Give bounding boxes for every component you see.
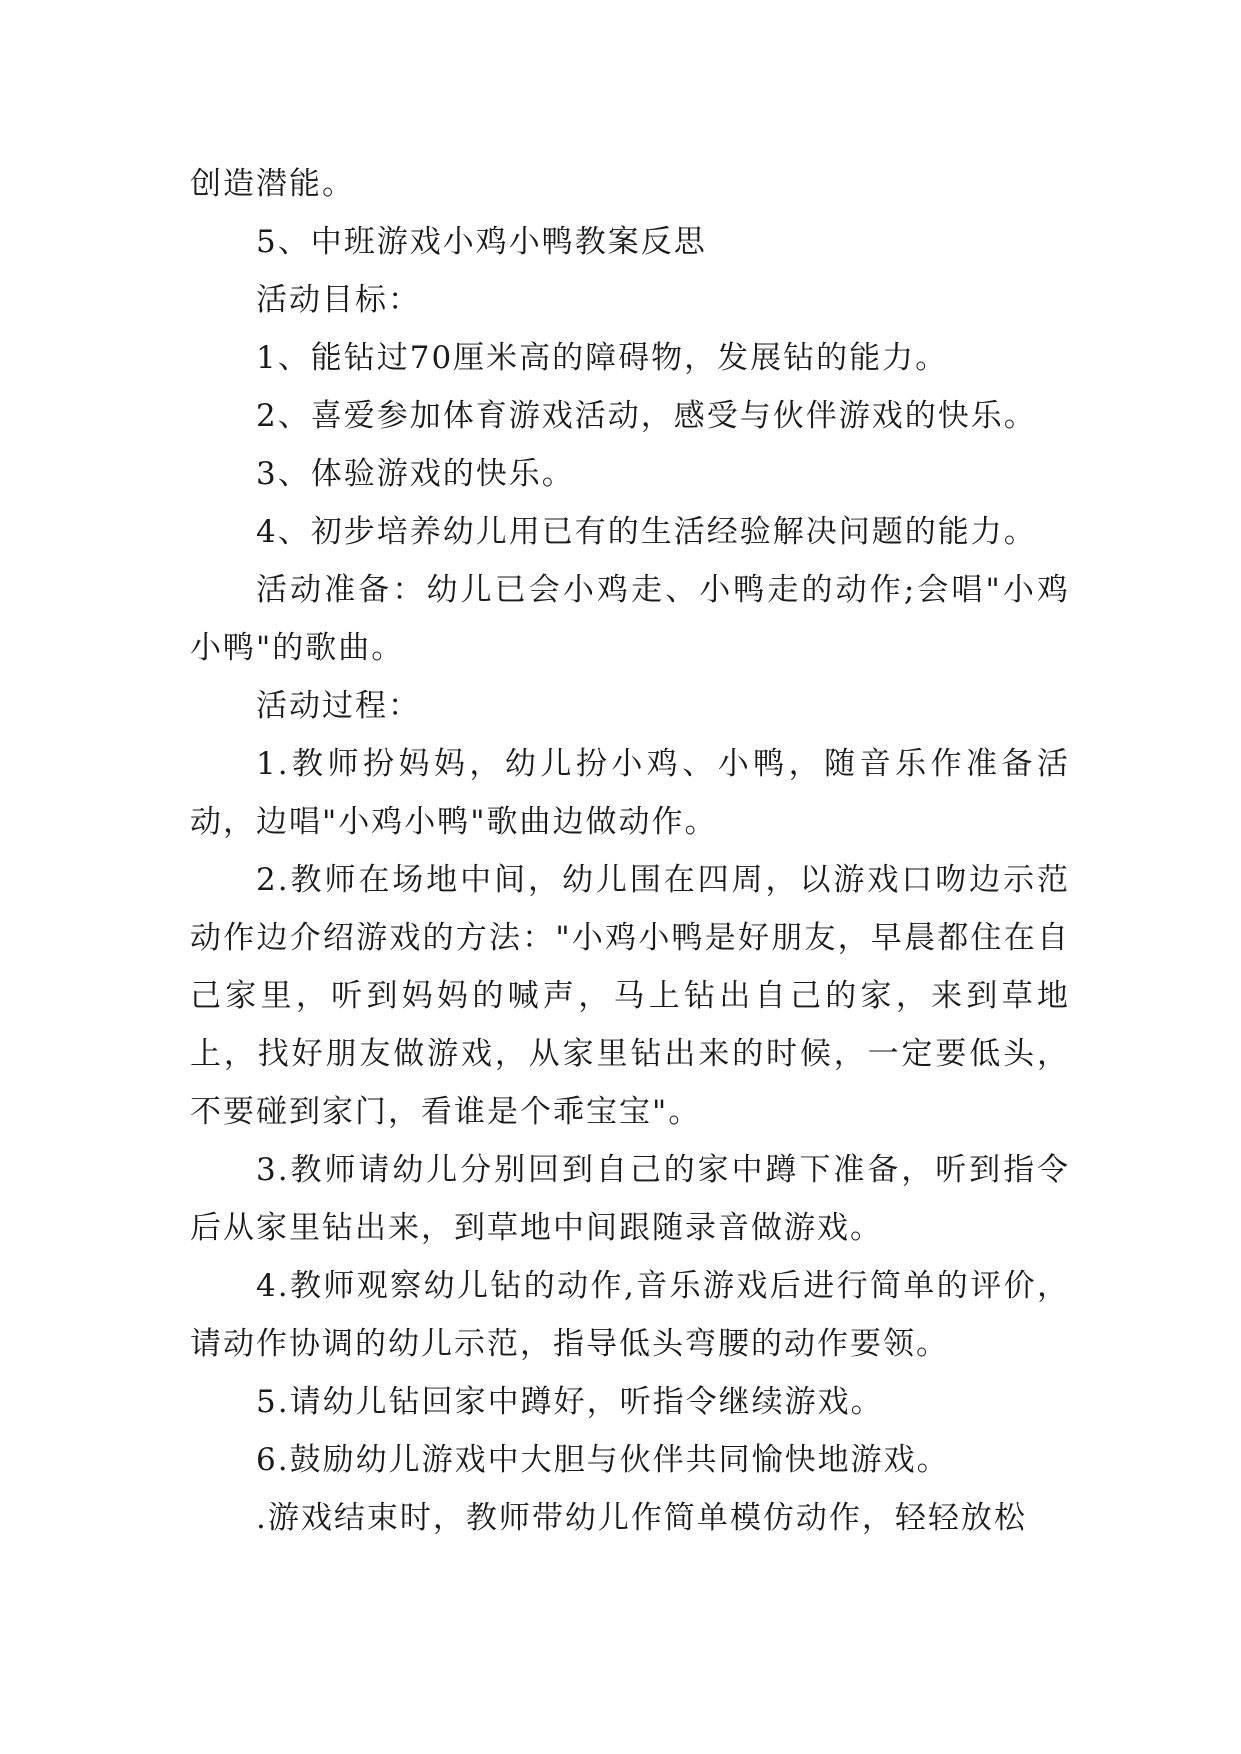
heading-activity-goals: 活动目标： (256, 282, 421, 318)
heading-activity-process: 活动过程： (256, 688, 421, 724)
process-step-3: 3.教师请幼儿分别回到自己的家中蹲下准备，听到指令后从家里钻出来，到草地中间跟随录音做游戏。 (190, 1152, 1070, 1246)
goal-item-4: 4、初步培养幼儿用已有的生活经验解决问题的能力。 (256, 514, 1037, 550)
goal-item-2: 2、喜爱参加体育游戏活动，感受与伙伴游戏的快乐。 (256, 398, 1037, 434)
process-step-4: 4.教师观察幼儿钻的动作,音乐游戏后进行简单的评价，请动作协调的幼儿示范，指导低头弯腰的动作要领。 (190, 1268, 1070, 1362)
paragraph-1: 创造潜能。 (190, 166, 355, 202)
activity-preparation: 活动准备：幼儿已会小鸡走、小鸭走的动作;会唱"小鸡小鸭"的歌曲。 (190, 572, 1070, 666)
goal-item-3: 3、体验游戏的快乐。 (256, 456, 575, 492)
process-step-7: .游戏结束时，教师带幼儿作简单模仿动作，轻轻放松 (256, 1500, 1027, 1536)
process-step-1: 1.教师扮妈妈，幼儿扮小鸡、小鸭，随音乐作准备活动，边唱"小鸡小鸭"歌曲边做动作。 (190, 746, 1070, 840)
section-title: 5、中班游戏小鸡小鸭教案反思 (256, 224, 707, 260)
process-step-2: 2.教师在场地中间，幼儿围在四周，以游戏口吻边示范动作边介绍游戏的方法："小鸡小鸭是好朋友，早晨都住在自己家里，听到妈妈的喊声，马上钻出自己的家，来到草地上，找好朋友做游戏，从家里钻出来的时候，一定要低头，不要碰到家门，看谁是个乖宝宝"。 (190, 862, 1070, 1130)
process-step-5: 5.请幼儿钻回家中蹲好，听指令继续游戏。 (256, 1384, 884, 1420)
process-step-6: 6.鼓励幼儿游戏中大胆与伙伴共同愉快地游戏。 (256, 1442, 950, 1478)
goal-item-1: 1、能钻过70厘米高的障碍物，发展钻的能力。 (256, 340, 949, 376)
document-body (190, 155, 1070, 1547)
